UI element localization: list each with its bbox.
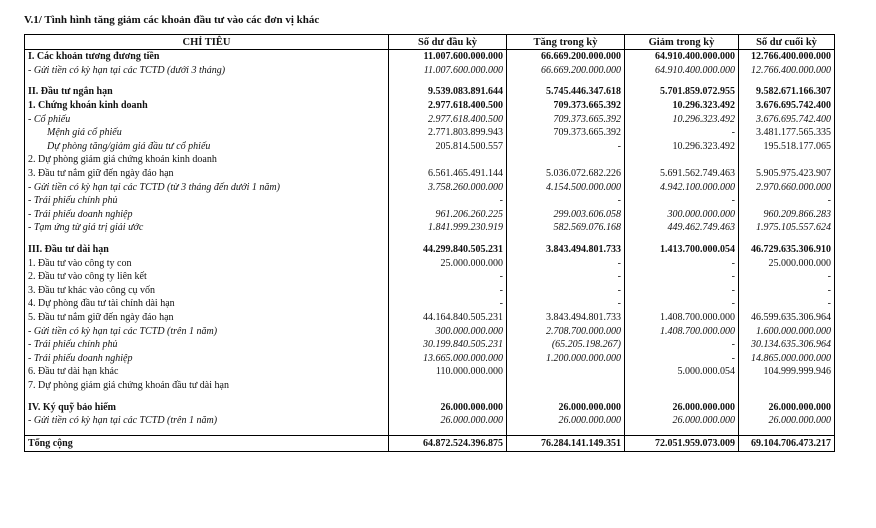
row-label: - Cổ phiếu [25,112,389,126]
table-row [25,400,835,414]
decrease-cell: 26.000.000.000 [625,414,739,428]
decrease-cell: 1.413.700.000.054 [625,243,739,257]
closing-balance-cell: 104.999.999.946 [739,365,835,379]
total-row [25,436,835,452]
opening-balance-cell: 2.977.618.400.500 [389,112,507,126]
row-label: - Trái phiếu chính phủ [25,194,389,208]
closing-balance-cell: 1.975.105.557.624 [739,221,835,235]
opening-balance-cell: - [389,270,507,284]
row-label: 6. Đầu tư dài hạn khác [25,365,389,379]
decrease-cell: 1.408.700.000.000 [625,324,739,338]
closing-balance-cell: 14.865.000.000.000 [739,351,835,365]
table-row [25,256,835,270]
table-row [25,351,835,365]
opening-balance-cell: 205.814.500.557 [389,140,507,154]
row-label: - Trái phiếu chính phủ [25,338,389,352]
header-decrease: Giảm trong kỳ [625,35,739,50]
increase-cell: 582.569.076.168 [507,221,625,235]
increase-cell [507,77,625,85]
opening-balance-cell: 11.007.600.000.000 [389,50,507,64]
closing-balance-cell: 12.766.400.000.000 [739,50,835,64]
header-closing-balance: Số dư cuối kỳ [739,35,835,50]
decrease-cell: - [625,297,739,311]
increase-cell: 66.669.200.000.000 [507,50,625,64]
opening-balance-cell: - [389,297,507,311]
opening-balance-cell: 44.299.840.505.231 [389,243,507,257]
closing-balance-cell: 26.000.000.000 [739,414,835,428]
increase-cell: 76.284.141.149.351 [507,436,625,452]
decrease-cell: 4.942.100.000.000 [625,180,739,194]
decrease-cell [625,392,739,400]
row-label: - Trái phiếu doanh nghiệp [25,351,389,365]
row-label: - Gửi tiền có kỳ hạn tại các TCTD (dưới 3 tháng) [25,64,389,78]
increase-cell: 299.003.606.058 [507,208,625,222]
table-row [25,140,835,154]
opening-balance-cell: 2.977.618.400.500 [389,99,507,113]
increase-cell: 5.745.446.347.618 [507,85,625,99]
increase-cell [507,392,625,400]
opening-balance-cell: 64.872.524.396.875 [389,436,507,452]
header-indicator: CHỈ TIÊU [25,35,389,50]
row-label: 5. Đầu tư nắm giữ đến ngày đáo hạn [25,311,389,325]
table-row [25,379,835,393]
decrease-cell: - [625,338,739,352]
table-header-row [25,35,835,50]
header-increase: Tăng trong kỳ [507,35,625,50]
increase-cell: (65.205.198.267) [507,338,625,352]
decrease-cell: - [625,270,739,284]
decrease-cell: 10.296.323.492 [625,112,739,126]
table-row [25,99,835,113]
opening-balance-cell: 1.841.999.230.919 [389,221,507,235]
closing-balance-cell: 195.518.177.065 [739,140,835,154]
row-label: 3. Đầu tư khác vào công cụ vốn [25,284,389,298]
decrease-cell: 1.408.700.000.000 [625,311,739,325]
closing-balance-cell: 5.905.975.423.907 [739,167,835,181]
closing-balance-cell: 3.481.177.565.335 [739,126,835,140]
opening-balance-cell: 6.561.465.491.144 [389,167,507,181]
table-row [25,194,835,208]
increase-cell: - [507,256,625,270]
decrease-cell: 64.910.400.000.000 [625,64,739,78]
closing-balance-cell: 26.000.000.000 [739,400,835,414]
row-label: 7. Dự phòng giảm giá chứng khoán đầu tư dài hạn [25,379,389,393]
table-row [25,338,835,352]
opening-balance-cell: - [389,194,507,208]
increase-cell: - [507,140,625,154]
closing-balance-cell: 25.000.000.000 [739,256,835,270]
table-row [25,50,835,64]
closing-balance-cell [739,235,835,243]
table-row [25,126,835,140]
decrease-cell: - [625,284,739,298]
decrease-cell: - [625,256,739,270]
opening-balance-cell: 13.665.000.000.000 [389,351,507,365]
row-label [25,392,389,400]
closing-balance-cell: 2.970.660.000.000 [739,180,835,194]
row-label: 4. Dự phòng đầu tư tài chính dài hạn [25,297,389,311]
closing-balance-cell: - [739,194,835,208]
closing-balance-cell: 46.729.635.306.910 [739,243,835,257]
increase-cell: 3.843.494.801.733 [507,311,625,325]
increase-cell: 709.373.665.392 [507,112,625,126]
row-label: Mệnh giá cổ phiếu [25,126,389,140]
decrease-cell: 64.910.400.000.000 [625,50,739,64]
table-row [25,208,835,222]
table-row [25,167,835,181]
increase-cell [507,153,625,167]
decrease-cell: - [625,194,739,208]
opening-balance-cell: 11.007.600.000.000 [389,64,507,78]
opening-balance-cell: 300.000.000.000 [389,324,507,338]
row-label: - Trái phiếu doanh nghiệp [25,208,389,222]
closing-balance-cell: 9.582.671.166.307 [739,85,835,99]
decrease-cell [625,77,739,85]
closing-balance-cell [739,77,835,85]
closing-balance-cell: 69.104.706.473.217 [739,436,835,452]
opening-balance-cell: 30.199.840.505.231 [389,338,507,352]
closing-balance-cell: 3.676.695.742.400 [739,112,835,126]
table-row [25,324,835,338]
closing-balance-cell: - [739,297,835,311]
increase-cell [507,365,625,379]
opening-balance-cell: 2.771.803.899.943 [389,126,507,140]
opening-balance-cell: 44.164.840.505.231 [389,311,507,325]
decrease-cell: 5.691.562.749.463 [625,167,739,181]
closing-balance-cell: 46.599.635.306.964 [739,311,835,325]
increase-cell: 26.000.000.000 [507,400,625,414]
opening-balance-cell: 25.000.000.000 [389,256,507,270]
row-label: - Gửi tiền có kỳ hạn tại các TCTD (từ 3 tháng đến dưới 1 năm) [25,180,389,194]
increase-cell: 2.708.700.000.000 [507,324,625,338]
increase-cell: - [507,284,625,298]
decrease-cell: 5.701.859.072.955 [625,85,739,99]
increase-cell: 709.373.665.392 [507,99,625,113]
table-row [25,284,835,298]
closing-balance-cell: - [739,270,835,284]
table-row [25,243,835,257]
table-row [25,180,835,194]
row-label: III. Đầu tư dài hạn [25,243,389,257]
increase-cell [507,235,625,243]
increase-cell: 66.669.200.000.000 [507,64,625,78]
opening-balance-cell: 26.000.000.000 [389,414,507,428]
row-label: Dự phòng tăng/giảm giá đầu tư cổ phiếu [25,140,389,154]
decrease-cell: 5.000.000.054 [625,365,739,379]
increase-cell: - [507,297,625,311]
row-label: 1. Đầu tư vào công ty con [25,256,389,270]
row-label: II. Đầu tư ngắn hạn [25,85,389,99]
closing-balance-cell [739,427,835,436]
table-row [25,221,835,235]
row-label [25,77,389,85]
decrease-cell: 300.000.000.000 [625,208,739,222]
spacer-row [25,235,835,243]
opening-balance-cell: 26.000.000.000 [389,400,507,414]
increase-cell [507,379,625,393]
opening-balance-cell [389,235,507,243]
table-body [25,50,835,452]
closing-balance-cell: 12.766.400.000.000 [739,64,835,78]
closing-balance-cell [739,379,835,393]
closing-balance-cell: - [739,284,835,298]
row-label: IV. Ký quỹ bảo hiểm [25,400,389,414]
decrease-cell [625,379,739,393]
closing-balance-cell: 960.209.866.283 [739,208,835,222]
row-label: - Tạm ứng từ giá trị giải ước [25,221,389,235]
table-row [25,311,835,325]
increase-cell: 26.000.000.000 [507,414,625,428]
increase-cell: - [507,194,625,208]
spacer-row [25,392,835,400]
section-title: V.1/ Tình hình tăng giảm các khoản đầu tư vào các đơn vị khác [24,14,320,26]
row-label: 2. Đầu tư vào công ty liên kết [25,270,389,284]
spacer-row [25,427,835,436]
decrease-cell: 449.462.749.463 [625,221,739,235]
row-label [25,427,389,436]
investment-table [24,34,835,452]
increase-cell: - [507,270,625,284]
closing-balance-cell [739,153,835,167]
increase-cell [507,427,625,436]
opening-balance-cell: - [389,284,507,298]
increase-cell: 5.036.072.682.226 [507,167,625,181]
opening-balance-cell [389,379,507,393]
decrease-cell: - [625,126,739,140]
row-label [25,235,389,243]
opening-balance-cell: 110.000.000.000 [389,365,507,379]
closing-balance-cell: 30.134.635.306.964 [739,338,835,352]
closing-balance-cell [739,392,835,400]
decrease-cell: 10.296.323.492 [625,99,739,113]
row-label: - Gửi tiền có kỳ hạn tại các TCTD (trên 1 năm) [25,324,389,338]
opening-balance-cell: 9.539.083.891.644 [389,85,507,99]
decrease-cell: 72.051.959.073.009 [625,436,739,452]
row-label: I. Các khoản tương đương tiền [25,50,389,64]
table-row [25,64,835,78]
increase-cell: 4.154.500.000.000 [507,180,625,194]
table-row [25,297,835,311]
decrease-cell: - [625,351,739,365]
opening-balance-cell [389,427,507,436]
decrease-cell: 10.296.323.492 [625,140,739,154]
decrease-cell: 26.000.000.000 [625,400,739,414]
table-row [25,414,835,428]
row-label: 1. Chứng khoán kinh doanh [25,99,389,113]
table-row [25,153,835,167]
decrease-cell [625,235,739,243]
table-row [25,270,835,284]
table-row [25,365,835,379]
row-label: - Gửi tiền có kỳ hạn tại các TCTD (trên 1 năm) [25,414,389,428]
increase-cell: 709.373.665.392 [507,126,625,140]
increase-cell: 3.843.494.801.733 [507,243,625,257]
opening-balance-cell [389,153,507,167]
header-opening-balance: Số dư đầu kỳ [389,35,507,50]
table-row [25,85,835,99]
table-row [25,112,835,126]
row-label: 3. Đầu tư nắm giữ đến ngày đáo hạn [25,167,389,181]
closing-balance-cell: 1.600.000.000.000 [739,324,835,338]
opening-balance-cell: 961.206.260.225 [389,208,507,222]
opening-balance-cell [389,392,507,400]
row-label: Tổng cộng [25,436,389,452]
decrease-cell [625,153,739,167]
spacer-row [25,77,835,85]
opening-balance-cell: 3.758.260.000.000 [389,180,507,194]
row-label: 2. Dự phòng giảm giá chứng khoán kinh doanh [25,153,389,167]
opening-balance-cell [389,77,507,85]
closing-balance-cell: 3.676.695.742.400 [739,99,835,113]
decrease-cell [625,427,739,436]
increase-cell: 1.200.000.000.000 [507,351,625,365]
